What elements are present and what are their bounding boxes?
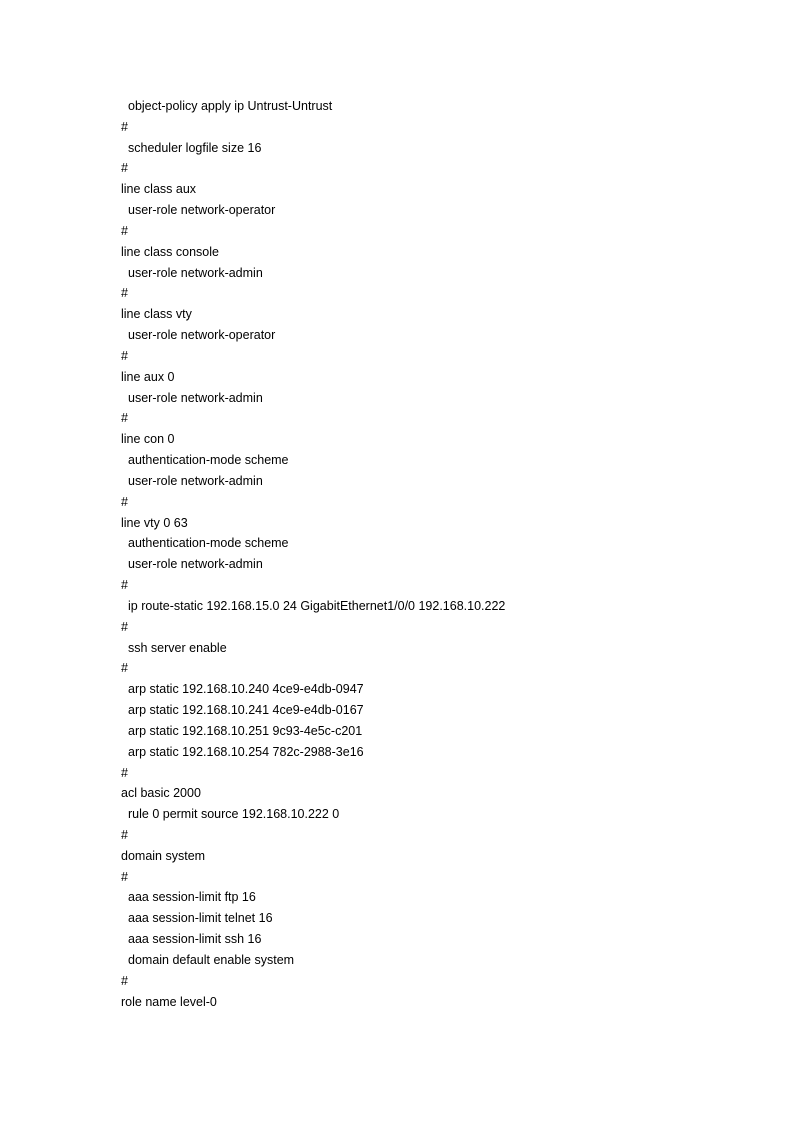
config-separator: # [121, 869, 128, 884]
config-line: ip route-static 192.168.15.0 24 GigabitEthernet1/0/0 192.168.10.222 [128, 598, 506, 613]
config-line: line class vty [121, 307, 192, 322]
config-line: line con 0 [121, 432, 175, 447]
config-separator: # [121, 494, 128, 509]
config-line: user-role network-admin [128, 557, 263, 572]
config-line: scheduler logfile size 16 [128, 140, 262, 155]
config-line: arp static 192.168.10.241 4ce9-e4db-0167 [128, 703, 364, 718]
config-line: domain system [121, 848, 206, 863]
config-separator: # [121, 661, 128, 676]
config-line: user-role network-operator [128, 203, 276, 218]
config-listing [121, 96, 741, 1012]
config-separator: # [121, 348, 128, 363]
config-line: line class aux [121, 182, 197, 197]
config-separator: # [121, 161, 128, 176]
config-separator: # [121, 411, 128, 426]
config-line: arp static 192.168.10.254 782c-2988-3e16 [128, 744, 364, 759]
config-separator: # [121, 578, 128, 593]
config-line: line class console [121, 244, 219, 259]
config-line: user-role network-admin [128, 265, 263, 280]
config-line: line aux 0 [121, 369, 175, 384]
config-line: aaa session-limit ssh 16 [128, 932, 262, 947]
config-line: user-role network-admin [128, 473, 263, 488]
config-line: authentication-mode scheme [128, 453, 289, 468]
config-separator: # [121, 765, 128, 780]
config-line: ssh server enable [128, 640, 227, 655]
config-line: line vty 0 63 [121, 515, 188, 530]
config-separator: # [121, 827, 128, 842]
config-separator: # [121, 973, 128, 988]
config-line: aaa session-limit telnet 16 [128, 911, 273, 926]
config-separator: # [121, 619, 128, 634]
config-line: arp static 192.168.10.251 9c93-4e5c-c201 [128, 723, 363, 738]
config-line: arp static 192.168.10.240 4ce9-e4db-0947 [128, 682, 364, 697]
config-line: object-policy apply ip Untrust-Untrust [128, 99, 333, 113]
config-separator: # [121, 286, 128, 301]
config-line: acl basic 2000 [121, 786, 201, 801]
config-line: user-role network-operator [128, 328, 276, 343]
config-line: aaa session-limit ftp 16 [128, 890, 256, 905]
config-line: user-role network-admin [128, 390, 263, 405]
config-separator: # [121, 223, 128, 238]
config-line: authentication-mode scheme [128, 536, 289, 551]
config-separator: # [121, 119, 128, 134]
config-line: role name level-0 [121, 994, 217, 1009]
config-line: domain default enable system [128, 952, 295, 967]
config-line: rule 0 permit source 192.168.10.222 0 [128, 807, 340, 822]
